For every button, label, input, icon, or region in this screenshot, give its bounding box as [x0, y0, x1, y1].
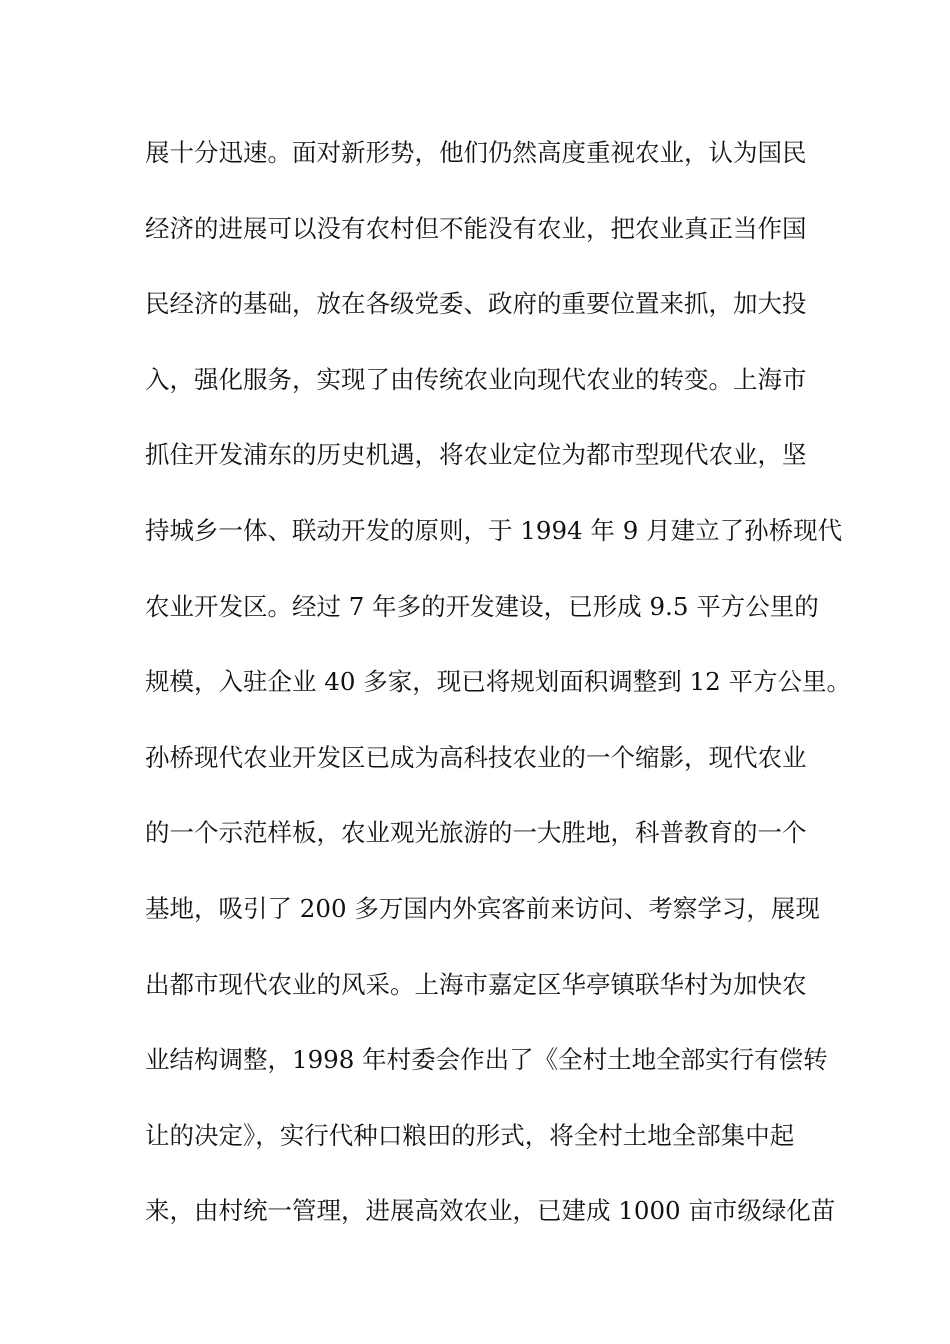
text-line: 抓住开发浦东的历史机遇，将农业定位为都市型现代农业，坚: [145, 440, 807, 470]
body-paragraph: [145, 130, 851, 1264]
text-line: 持城乡一体、联动开发的原则，于 1994 年 9 月建立了孙桥现代: [145, 515, 843, 545]
text-line: 展十分迅速。面对新形势，他们仍然高度重视农业，认为国民: [145, 138, 807, 167]
text-line: 民经济的基础，放在各级党委、政府的重要位置来抓，加大投: [145, 289, 807, 319]
text-line: 业结构调整，1998 年村委会作出了《全村土地全部实行有偿转: [145, 1045, 828, 1075]
text-line: 孙桥现代农业开发区已成为高科技农业的一个缩影，现代农业: [145, 742, 807, 772]
text-line: 入，强化服务，实现了由传统农业向现代农业的转变。上海市: [145, 364, 807, 394]
text-line: 出都市现代农业的风采。上海市嘉定区华亭镇联华村为加快农: [145, 969, 807, 999]
text-line: 让的决定》，实行代种口粮田的形式，将全村土地全部集中起: [145, 1120, 795, 1150]
text-line: 经济的进展可以没有农村但不能没有农业，把农业真正当作国: [145, 213, 807, 243]
text-line: 的一个示范样板，农业观光旅游的一大胜地，科普教育的一个: [145, 818, 807, 848]
text-line: 农业开发区。经过 7 年多的开发建设，已形成 9.5 平方公里的: [145, 591, 819, 621]
text-line: 基地，吸引了 200 多万国内外宾客前来访问、考察学习，展现: [145, 893, 820, 923]
text-line: 来，由村统一管理，进展高效农业，已建成 1000 亩市级绿化苗: [145, 1196, 836, 1226]
text-line: 规模，入驻企业 40 多家，现已将规划面积调整到 12 平方公里。: [145, 667, 851, 697]
